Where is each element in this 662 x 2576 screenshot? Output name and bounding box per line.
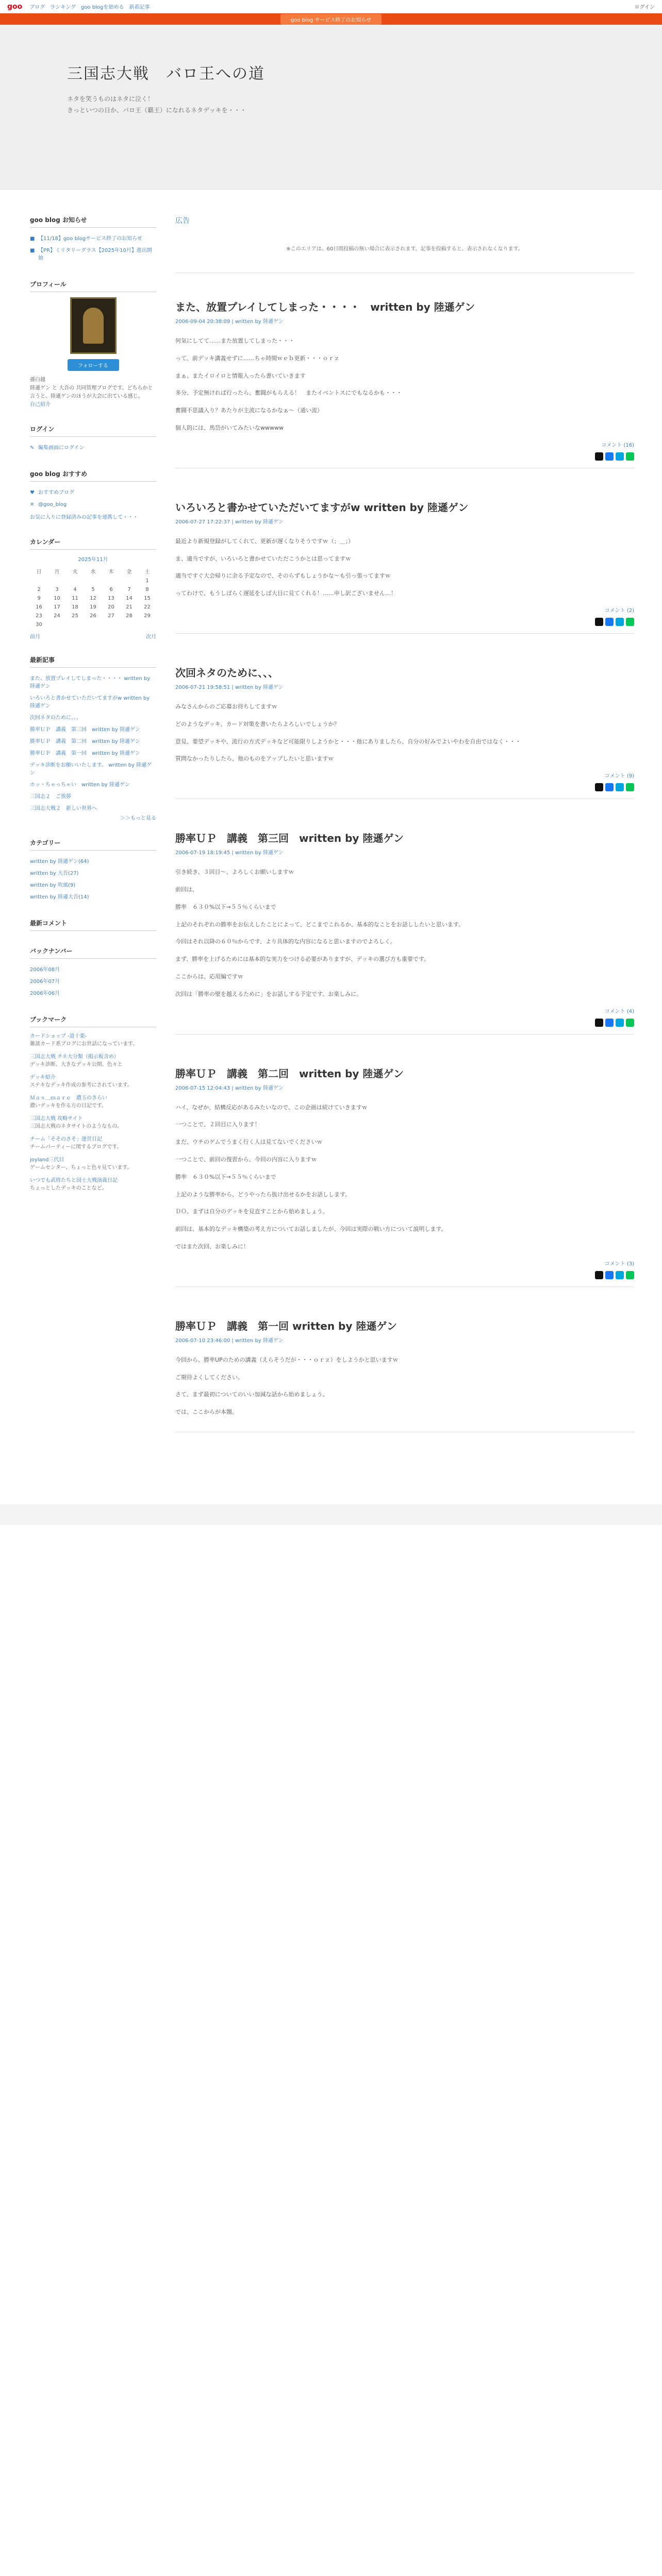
blog-post xyxy=(175,299,634,468)
bookmark-link[interactable]: チーム「そそのさそ」運営日記 xyxy=(30,1137,102,1142)
calendar-day[interactable]: 11 xyxy=(72,596,78,601)
blog-title[interactable]: 三国志大戦 バロ王への道 xyxy=(67,65,265,83)
post-title[interactable]: いろいろと書かせていただいてますがw written by 陸遜ゲン xyxy=(175,501,469,514)
recent-post-link-text: 勝率ＵＰ 講義 第一回 written by 陸遜ゲン xyxy=(30,751,140,756)
hatena-share-icon[interactable] xyxy=(616,783,624,791)
post-footer xyxy=(175,771,634,779)
post-paragraph: 上記のような勝率から、どうやったら抜け出せるかをお話しします。 xyxy=(175,1191,351,1198)
bookmark-item xyxy=(30,1156,156,1172)
calendar-day xyxy=(66,577,84,585)
post-paragraph: 引き続き、３回目～、よろしくお願いしますｗ xyxy=(175,869,294,876)
goo-notice-item[interactable] xyxy=(30,245,156,264)
calendar-week xyxy=(30,612,156,620)
calendar-day[interactable]: 26 xyxy=(90,613,96,619)
calendar-body xyxy=(30,577,156,629)
section-divider xyxy=(0,1504,662,1525)
bookmark-link[interactable]: いつでも武将たちと国士大戦演義日記 xyxy=(30,1178,118,1183)
calendar-week xyxy=(30,577,156,585)
login-item[interactable] xyxy=(30,442,156,454)
sidebar xyxy=(30,215,156,1208)
post-paragraph: 次回は「勝率の壁を越えるために」をお話しする予定です。お楽しみに。 xyxy=(175,990,362,997)
top-nav xyxy=(29,3,150,10)
calendar-day[interactable]: 8 xyxy=(145,587,149,592)
goo-notice-item[interactable] xyxy=(30,233,156,245)
bookmark-link[interactable]: 三国志大戦 攻略サイト xyxy=(30,1116,83,1122)
post-body xyxy=(175,536,634,599)
recent-post-link-text: 勝率ＵＰ 講義 第三回 written by 陸遜ゲン xyxy=(30,727,140,733)
post-paragraph: 一つことで、前回の復習から、今回の内容に入りますｗ xyxy=(175,1156,317,1163)
recent-post-link[interactable] xyxy=(30,748,156,759)
post-paragraph: では、ここからが本題。 xyxy=(175,1409,238,1416)
recent-post-link[interactable] xyxy=(30,712,156,724)
share-buttons xyxy=(175,783,634,791)
x-share-icon[interactable] xyxy=(595,618,603,626)
info-icon: ■ xyxy=(30,248,35,253)
x-share-icon[interactable] xyxy=(595,783,603,791)
recent-post-link[interactable] xyxy=(30,803,156,815)
line-share-icon[interactable] xyxy=(626,452,634,461)
follow-button[interactable]: フォローする xyxy=(68,359,119,371)
calendar-day[interactable]: 19 xyxy=(90,604,96,610)
line-share-icon[interactable] xyxy=(626,783,634,791)
blog-post xyxy=(175,665,634,799)
recent-heading: 最新記事 xyxy=(30,655,156,668)
login-heading: ログイン xyxy=(30,425,156,437)
recommend-label: おすすめブログ xyxy=(38,490,75,496)
line-share-icon[interactable] xyxy=(626,1019,634,1027)
calendar-day xyxy=(48,620,66,629)
recent-post-link[interactable] xyxy=(30,692,156,712)
category-link-text: written by 陸遜ゲン(64) xyxy=(30,859,89,865)
calendar-day[interactable]: 28 xyxy=(126,613,133,619)
bookmark-link[interactable]: Ｍａｓ＿ｍａｒｅ 濃玉のきらい xyxy=(30,1095,107,1101)
calendar-day[interactable]: 27 xyxy=(108,613,114,619)
recommend-note[interactable]: お気に入りに登録済みの記事を連携して・・・ xyxy=(30,515,138,520)
x-share-icon[interactable] xyxy=(595,452,603,461)
share-buttons xyxy=(175,1271,634,1279)
calendar-nav xyxy=(30,632,156,640)
post-title[interactable]: 勝率ＵＰ 講義 第一回 written by 陸遜ゲン xyxy=(175,1319,397,1332)
post-paragraph: 多分、予定無ければ行ったら、奮闘がもらえる！ またイベントスにでもなるかも・・・ xyxy=(175,389,402,397)
bookmark-desc: ゲームセンター、ちょっと色々見ています。 xyxy=(30,1165,133,1171)
calendar-day[interactable]: 20 xyxy=(108,604,114,610)
recent-post-link-text: いろいろと書かせていただいてますがw written by 陸遜ゲン xyxy=(30,696,150,709)
calendar-day[interactable]: 25 xyxy=(72,613,78,619)
recent-post-link[interactable] xyxy=(30,759,156,779)
post-body xyxy=(175,1103,634,1252)
post-paragraph: ご期待よくしてください。 xyxy=(175,1374,243,1381)
post-paragraph: ここからは、応用編ですｗ xyxy=(175,973,243,980)
recommend-label: @goo_blog xyxy=(38,502,67,507)
weekday: 火 xyxy=(72,569,78,575)
bookmark-item xyxy=(30,1032,156,1048)
profile-name: 孫白越 xyxy=(30,377,45,383)
backnumber-link[interactable] xyxy=(30,988,156,999)
category-list xyxy=(30,856,156,903)
category-link[interactable] xyxy=(30,891,156,903)
facebook-share-icon[interactable] xyxy=(605,783,614,791)
facebook-share-icon[interactable] xyxy=(605,1019,614,1027)
category-link[interactable] xyxy=(30,856,156,868)
post-meta[interactable]: 2006-07-10 23:46:00 | written by 陸遜ゲン xyxy=(175,1337,284,1344)
post-body xyxy=(175,1355,634,1417)
blog-post xyxy=(175,1065,634,1287)
bookmark-item xyxy=(30,1177,156,1192)
calendar-day xyxy=(84,577,102,585)
bookmark-section xyxy=(30,1015,156,1192)
calendar-day[interactable]: 5 xyxy=(91,587,95,592)
blog-desc-line2: きっといつの日か、バロ王（覇王）になれるネタデッキを・・・ xyxy=(67,106,246,114)
category-section xyxy=(30,838,156,903)
calendar-day[interactable]: 15 xyxy=(144,596,151,601)
recent-post-link[interactable] xyxy=(30,724,156,736)
post-paragraph: どのようなデッキ、カード対策を書いたらよろしいでしょうか？ xyxy=(175,720,340,727)
backnumber-section xyxy=(30,946,156,999)
calendar-day xyxy=(48,577,66,585)
hatena-share-icon[interactable] xyxy=(616,618,624,626)
recommend-item[interactable] xyxy=(30,499,156,511)
top-nav-new[interactable]: 新着記事 xyxy=(129,5,150,10)
goo-logo[interactable]: goo xyxy=(7,2,23,11)
post-paragraph: ではまた次回、お楽しみに！ xyxy=(175,1243,249,1250)
post-paragraph: まず、勝率を上げるためには基本的な実力をつける必要がありますが、デッキの選び方も重要です。 xyxy=(175,956,430,963)
category-heading: カテゴリー xyxy=(30,838,156,851)
blog-post xyxy=(175,1318,634,1432)
bookmark-desc: ステキなデッキ作成の参考にされています。 xyxy=(30,1082,133,1088)
recent-post-link[interactable] xyxy=(30,791,156,803)
backnumber-link-text: 2006年08月 xyxy=(30,967,60,973)
blog-description xyxy=(67,94,662,116)
calendar-day xyxy=(30,577,48,585)
calendar-day xyxy=(120,577,138,585)
calendar-day[interactable]: 3 xyxy=(55,587,59,592)
calendar-week xyxy=(30,585,156,594)
calendar-day[interactable]: 9 xyxy=(37,596,41,601)
post-paragraph: まだ、ウチのゲムでうまく行く人は見てないでくださいｗ xyxy=(175,1139,323,1146)
weekday: 金 xyxy=(126,569,132,575)
post-paragraph: ハイ、なぜか、結構反応があるみたいなので、この企画は続けていきますｗ xyxy=(175,1104,368,1111)
post-paragraph: 前回は、基本的なデッキ構築の考え方についてお話しましたが、今回は実際の戦い方について説明します。 xyxy=(175,1226,447,1233)
post-footer xyxy=(175,606,634,614)
post-body xyxy=(175,336,634,433)
post-title[interactable]: 次回ネタのために、、、 xyxy=(175,666,278,679)
top-nav-ranking[interactable]: ランキング xyxy=(50,5,76,10)
service-end-notice-button[interactable]: goo blog サービス終了のお知らせ xyxy=(280,14,382,25)
recent-post-link-text: 次回ネタのために、、、 xyxy=(30,715,81,721)
calendar-day[interactable]: 24 xyxy=(54,613,60,619)
weekday: 月 xyxy=(54,569,60,575)
calendar-day[interactable]: 22 xyxy=(144,604,151,610)
calendar-section xyxy=(30,537,156,640)
comment-link[interactable]: コメント (2) xyxy=(604,607,634,614)
bookmark-item xyxy=(30,1074,156,1089)
post-paragraph: 上記のそれぞれの勝率をお伝えしたことによって、どこまでこれるか、基本的なことをお話ししたいと思います。 xyxy=(175,921,464,928)
post-footer xyxy=(175,1007,634,1014)
bookmark-item xyxy=(30,1053,156,1069)
share-buttons xyxy=(175,1019,634,1027)
hatena-share-icon[interactable] xyxy=(616,1019,624,1027)
post-title[interactable]: 勝率ＵＰ 講義 第三回 written by 陸遜ゲン xyxy=(175,832,404,845)
category-link-text: written by 大吾(27) xyxy=(30,871,79,876)
post-paragraph: ＤＯ、まずは自分のデッキを見直すことから始めましょう。 xyxy=(175,1208,328,1215)
recent-list xyxy=(30,673,156,815)
backnumber-heading: バックナンバー xyxy=(30,946,156,959)
category-link[interactable] xyxy=(30,868,156,879)
post-paragraph: 最近より新規登録がしてくれて、更新が遅くなりそうですｗ（；＿；） xyxy=(175,537,354,545)
post-paragraph: みなさんからのご応募お待ちしてますｗ xyxy=(175,703,277,710)
calendar-day[interactable]: 13 xyxy=(108,596,114,601)
calendar-day xyxy=(66,620,84,629)
post-paragraph: 個人的には、馬岱がいてみたいなwwwww xyxy=(175,424,284,431)
recommend-section xyxy=(30,469,156,522)
calendar-day[interactable]: 4 xyxy=(73,587,77,592)
bookmark-item xyxy=(30,1115,156,1130)
post-body xyxy=(175,702,634,764)
bookmark-item xyxy=(30,1136,156,1151)
calendar-next[interactable]: 次月 xyxy=(146,634,156,640)
goo-notice-text: 【PR】ミリタリーグラス【2025年10月】進出開始 xyxy=(38,248,152,261)
recent-post-link[interactable] xyxy=(30,736,156,748)
calendar-prev[interactable]: 前月 xyxy=(30,634,40,640)
line-share-icon[interactable] xyxy=(626,1271,634,1279)
top-nav-start[interactable]: goo blogを始める xyxy=(80,5,124,10)
x-icon: ✕ xyxy=(30,502,35,507)
blog-post xyxy=(175,830,634,1034)
pencil-icon: ✎ xyxy=(30,445,35,451)
calendar-day[interactable]: 29 xyxy=(144,613,151,619)
bookmark-item xyxy=(30,1094,156,1110)
warrior-figure-icon xyxy=(83,308,104,344)
recent-post-link-text: 三国志２ ご挨拶 xyxy=(30,794,71,800)
facebook-share-icon[interactable] xyxy=(605,452,614,461)
goo-notice-heading: goo blog お知らせ xyxy=(30,215,156,228)
backnumber-list xyxy=(30,964,156,999)
top-nav-blog[interactable]: ブログ xyxy=(29,5,45,10)
login-section xyxy=(30,425,156,454)
bookmark-heading: ブックマーク xyxy=(30,1015,156,1027)
post-paragraph: 何気にしてて……また放置してしまった・・・ xyxy=(175,337,294,344)
weekday: 木 xyxy=(108,569,114,575)
category-link[interactable] xyxy=(30,879,156,891)
calendar-heading: カレンダー xyxy=(30,537,156,550)
comment-link[interactable]: コメント (3) xyxy=(604,1261,634,1267)
calendar-week xyxy=(30,603,156,612)
facebook-share-icon[interactable] xyxy=(605,1271,614,1279)
post-meta[interactable]: 2006-09-04 20:38:09 | written by 陸遜ゲン xyxy=(175,319,284,325)
profile-heading: プロフィール xyxy=(30,280,156,292)
top-bar xyxy=(0,0,662,13)
profile-section xyxy=(30,280,156,409)
share-buttons xyxy=(175,452,634,461)
calendar-day xyxy=(120,620,138,629)
x-share-icon[interactable] xyxy=(595,1271,603,1279)
post-meta[interactable]: 2006-07-27 17:22:37 | written by 陸遜ゲン xyxy=(175,519,284,525)
hatena-share-icon[interactable] xyxy=(616,1271,624,1279)
calendar-day xyxy=(84,620,102,629)
bookmark-desc: デッキ診断、大きなデッキ公開、色々と xyxy=(30,1062,123,1067)
post-paragraph: 今回はそれ以降の６０％からです、より具体的な内容になると思いますのでよろしく。 xyxy=(175,938,396,945)
post-meta[interactable]: 2006-07-15 12:04:43 | written by 陸遜ゲン xyxy=(175,1085,284,1091)
calendar-day[interactable]: 6 xyxy=(109,587,113,592)
bookmark-link[interactable]: カードショップ -道十楽- xyxy=(30,1033,87,1039)
calendar-day[interactable]: 18 xyxy=(72,604,78,610)
calendar-day xyxy=(138,620,156,629)
post-paragraph: 今回から、勝率UPのための講義（えらそうだが・・・ｏｒｚ）をしようかと思いますｗ xyxy=(175,1356,399,1363)
post-paragraph: ってわけで、もうしばらく遅延をしば大目に見てくれる！……申し訳ございません…！ xyxy=(175,590,396,597)
calendar-day[interactable]: 14 xyxy=(126,596,133,601)
backnumber-link[interactable] xyxy=(30,976,156,988)
backnumber-link-text: 2006年07月 xyxy=(30,979,60,985)
post-title[interactable]: 勝率ＵＰ 講義 第二回 written by 陸遜ゲン xyxy=(175,1067,404,1080)
recommend-heading: goo blog おすすめ xyxy=(30,469,156,482)
comment-section xyxy=(30,919,156,931)
post-paragraph: 一つことで、２回目に入ります！ xyxy=(175,1121,260,1128)
post-paragraph: 適当ですぐ大会帰りに余る予定なので、そのらずもしょうかな～も引っ張ってますｗ xyxy=(175,572,391,580)
ad-label: 広告 xyxy=(175,217,190,225)
profile-avatar[interactable] xyxy=(70,297,117,354)
ad-notice-text: ※このエリアは、60日間投稿の無い場合に表示されます。記事を投稿すると、表示されなくなります。 xyxy=(286,246,523,252)
category-link-text: written by 陸遜大吾(14) xyxy=(30,894,89,900)
post-paragraph: 意見、要望デッキや、流行の方式デッキなど可能限りしようかと・・・他にありましたら、自分の好みでよいやわを自由ではなく・・・ xyxy=(175,738,521,745)
comment-link[interactable]: コメント (9) xyxy=(604,773,634,779)
calendar-day[interactable]: 12 xyxy=(90,596,96,601)
post-paragraph: 前回は、 xyxy=(175,886,198,893)
recent-post-link[interactable] xyxy=(30,673,156,692)
comment-heading: 最新コメント xyxy=(30,919,156,931)
calendar-day[interactable]: 2 xyxy=(37,587,41,592)
goo-notice-section xyxy=(30,215,156,264)
calendar-day[interactable]: 1 xyxy=(145,578,149,584)
calendar-day[interactable]: 30 xyxy=(36,622,42,628)
heart-icon: ♥ xyxy=(30,490,35,496)
category-link-text: written by 吹風(9) xyxy=(30,883,76,888)
calendar-day[interactable]: 21 xyxy=(126,604,133,610)
post-paragraph: 奮闘不思議入り？あたりが主流になるかなぁ～（通い流） xyxy=(175,407,323,414)
backnumber-link-text: 2006年06月 xyxy=(30,991,60,996)
post-list xyxy=(175,299,634,1432)
backnumber-link[interactable] xyxy=(30,964,156,976)
info-icon: ■ xyxy=(30,236,35,242)
goo-notice-text: 【11/18】goo blogサービス終了のお知らせ xyxy=(38,236,142,242)
recent-post-link[interactable] xyxy=(30,779,156,791)
calendar-day[interactable]: 10 xyxy=(54,596,60,601)
bookmark-desc: 三国志大戦のネタサイトのようなもの。 xyxy=(30,1124,122,1129)
post-paragraph: さて、まず最初についてのいい加減な話から始めましょう。 xyxy=(175,1391,328,1398)
profile-description: 陸遜ゲン と 大吾の 共同管理ブログです。どちらかと言うと、陸遜ゲンのほうが大会に出ている感じ。 xyxy=(30,385,153,399)
hatena-share-icon[interactable] xyxy=(616,452,624,461)
comment-link[interactable]: コメント (16) xyxy=(601,442,634,448)
profile-link[interactable]: 自己紹介 xyxy=(30,402,51,408)
calendar-week xyxy=(30,620,156,629)
calendar-title: 2025年11月 xyxy=(78,557,108,563)
recent-post-link-text: また、放置プレイしてしまった・・・・ written by 陸遜ゲン xyxy=(30,676,151,689)
line-share-icon[interactable] xyxy=(626,618,634,626)
post-footer xyxy=(175,1259,634,1267)
recent-more-link[interactable]: ＞＞もっと見る xyxy=(120,816,156,821)
recent-post-link-text: 三国志大戦２ 新しい世界へ xyxy=(30,806,97,811)
bookmark-desc: ちょっとしたデッキのことなど。 xyxy=(30,1185,107,1191)
ad-box xyxy=(175,215,634,273)
calendar-day[interactable]: 16 xyxy=(36,604,42,610)
recommend-item[interactable] xyxy=(30,487,156,499)
post-footer xyxy=(175,440,634,448)
post-meta[interactable]: 2006-07-19 18:19:45 | written by 陸遜ゲン xyxy=(175,850,284,856)
comment-link[interactable]: コメント (4) xyxy=(604,1008,634,1014)
post-meta[interactable]: 2006-07-21 19:58:51 | written by 陸遜ゲン xyxy=(175,684,284,690)
bookmark-desc: チームパーティーに関するブログです。 xyxy=(30,1144,122,1150)
blog-desc-line1: ネタを笑うものはネタに泣く！ xyxy=(67,95,154,103)
share-buttons xyxy=(175,618,634,626)
main-column xyxy=(175,215,634,1463)
recent-post-link-text: ホッ・ちゃっちゃい written by 陸遜ゲン xyxy=(30,782,130,788)
calendar-day[interactable]: 17 xyxy=(54,604,60,610)
bookmark-desc: 濃いデッキを作る方の日記です。 xyxy=(30,1103,107,1109)
bookmark-desc: 雑談カード系ブログにお世話になっています。 xyxy=(30,1041,138,1047)
calendar-day xyxy=(102,577,120,585)
x-share-icon[interactable] xyxy=(595,1019,603,1027)
bookmark-link[interactable]: joyland三代目 xyxy=(30,1157,64,1163)
bookmark-link[interactable]: 三国志大戦 チネ大分類（掲示板含め） xyxy=(30,1054,119,1060)
post-paragraph: 勝率 ６３０%以下→５５％くらいまで xyxy=(175,903,532,910)
bookmark-link[interactable]: デッキ紹介 xyxy=(30,1075,56,1080)
weekday: 土 xyxy=(144,569,150,575)
notice-bar xyxy=(0,13,662,25)
recent-post-link-text: デッキ診断をお願いいたします。 written by 陸遜ゲン xyxy=(30,762,152,776)
recent-section xyxy=(30,655,156,823)
weekday: 日 xyxy=(36,569,42,575)
post-paragraph: ま、適当ですが、いろいろと書かせていただこうかとは思ってますｗ xyxy=(175,555,351,562)
post-paragraph: 質問なかったりしたら、他のものをアップしたいと思いますｗ xyxy=(175,755,334,762)
calendar-week xyxy=(30,594,156,603)
post-title[interactable]: また、放置プレイしてしまった・・・・ written by 陸遜ゲン xyxy=(175,301,475,313)
post-body xyxy=(175,867,634,999)
facebook-share-icon[interactable] xyxy=(605,618,614,626)
weekday: 水 xyxy=(90,569,96,575)
bookmark-list xyxy=(30,1032,156,1192)
calendar-day[interactable]: 23 xyxy=(36,613,42,619)
calendar-day xyxy=(102,620,120,629)
post-paragraph: って、前デッキ講義せずに……ちゃ時間ｗｅｂ更新・・・ｏｒｚ xyxy=(175,354,340,362)
calendar-day[interactable]: 7 xyxy=(127,587,131,592)
blog-header xyxy=(0,25,662,190)
post-paragraph: 勝率 ６３０%以下→５５％くらいまで xyxy=(175,1173,276,1180)
calendar-table xyxy=(30,566,156,629)
login-item-label: 編集画面にログイン xyxy=(38,445,85,451)
blog-post xyxy=(175,499,634,634)
recent-post-link-text: 勝率ＵＰ 講義 第二回 written by 陸遜ゲン xyxy=(30,739,140,744)
post-paragraph: まぁ、またイロイロと情報入ったら書いていきます xyxy=(175,372,306,379)
login-link[interactable]: ログイン xyxy=(634,5,655,10)
